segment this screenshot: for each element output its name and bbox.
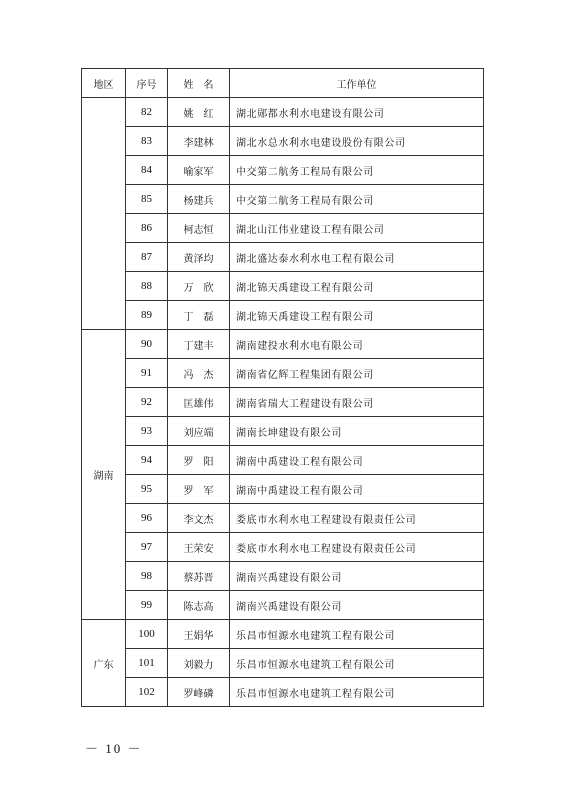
name-cell: 王娟华 xyxy=(168,620,230,649)
seq-cell: 102 xyxy=(126,678,168,707)
table-row xyxy=(82,620,484,649)
seq-cell: 100 xyxy=(126,620,168,649)
name-cell: 匡雄伟 xyxy=(168,388,230,417)
name-cell: 丁建丰 xyxy=(168,330,230,359)
seq-cell: 92 xyxy=(126,388,168,417)
personnel-table xyxy=(81,68,484,707)
unit-cell: 湖北水总水利水电建设股份有限公司 xyxy=(230,127,484,156)
seq-cell: 91 xyxy=(126,359,168,388)
table-header-row xyxy=(82,69,484,98)
seq-cell: 93 xyxy=(126,417,168,446)
table-row xyxy=(82,98,484,127)
table-row xyxy=(82,562,484,591)
name-cell: 李文杰 xyxy=(168,504,230,533)
table-row xyxy=(82,185,484,214)
region-cell: 湖南 xyxy=(82,330,126,620)
table-row xyxy=(82,156,484,185)
table-row xyxy=(82,127,484,156)
name-cell: 李建林 xyxy=(168,127,230,156)
unit-cell: 乐昌市恒源水电建筑工程有限公司 xyxy=(230,649,484,678)
unit-cell: 湖南建投水利水电有限公司 xyxy=(230,330,484,359)
name-cell: 刘毅力 xyxy=(168,649,230,678)
region-cell: 广东 xyxy=(82,620,126,707)
table-row xyxy=(82,649,484,678)
seq-cell: 86 xyxy=(126,214,168,243)
table-row xyxy=(82,475,484,504)
unit-cell: 湖南长坤建设有限公司 xyxy=(230,417,484,446)
unit-cell: 湖北锦天禹建设工程有限公司 xyxy=(230,272,484,301)
name-cell: 蔡苏晋 xyxy=(168,562,230,591)
table-row xyxy=(82,417,484,446)
seq-cell: 83 xyxy=(126,127,168,156)
seq-cell: 85 xyxy=(126,185,168,214)
name-cell: 万 欣 xyxy=(168,272,230,301)
seq-cell: 95 xyxy=(126,475,168,504)
seq-cell: 90 xyxy=(126,330,168,359)
table-row xyxy=(82,446,484,475)
name-cell: 杨建兵 xyxy=(168,185,230,214)
table-row xyxy=(82,330,484,359)
name-cell: 罗 阳 xyxy=(168,446,230,475)
table-row xyxy=(82,678,484,707)
seq-cell: 99 xyxy=(126,591,168,620)
name-cell: 姚 红 xyxy=(168,98,230,127)
name-cell: 喻家军 xyxy=(168,156,230,185)
unit-cell: 湖南兴禹建设有限公司 xyxy=(230,562,484,591)
table-row xyxy=(82,214,484,243)
seq-cell: 94 xyxy=(126,446,168,475)
name-cell: 王荣安 xyxy=(168,533,230,562)
seq-cell: 88 xyxy=(126,272,168,301)
unit-cell: 湖南兴禹建设有限公司 xyxy=(230,591,484,620)
seq-cell: 82 xyxy=(126,98,168,127)
table-row xyxy=(82,243,484,272)
region-cell xyxy=(82,98,126,330)
name-cell: 黄泽均 xyxy=(168,243,230,272)
unit-cell: 湖北郧都水利水电建设有限公司 xyxy=(230,98,484,127)
seq-cell: 98 xyxy=(126,562,168,591)
unit-cell: 中交第二航务工程局有限公司 xyxy=(230,156,484,185)
page-number: － 10 － xyxy=(85,741,143,756)
table-row xyxy=(82,359,484,388)
unit-cell: 湖南省亿辉工程集团有限公司 xyxy=(230,359,484,388)
name-cell: 冯 杰 xyxy=(168,359,230,388)
unit-cell: 湖南中禹建设工程有限公司 xyxy=(230,446,484,475)
name-cell: 罗峰磷 xyxy=(168,678,230,707)
unit-cell: 乐昌市恒源水电建筑工程有限公司 xyxy=(230,678,484,707)
seq-cell: 97 xyxy=(126,533,168,562)
unit-cell: 乐昌市恒源水电建筑工程有限公司 xyxy=(230,620,484,649)
unit-cell: 湖北山江伟业建设工程有限公司 xyxy=(230,214,484,243)
name-cell: 刘应端 xyxy=(168,417,230,446)
seq-cell: 96 xyxy=(126,504,168,533)
table-body xyxy=(82,98,484,707)
seq-cell: 87 xyxy=(126,243,168,272)
table-row xyxy=(82,533,484,562)
unit-cell: 湖北盛达泰水利水电工程有限公司 xyxy=(230,243,484,272)
unit-cell: 娄底市水利水电工程建设有限责任公司 xyxy=(230,504,484,533)
table-row xyxy=(82,272,484,301)
name-cell: 陈志高 xyxy=(168,591,230,620)
table-row xyxy=(82,504,484,533)
table-row xyxy=(82,388,484,417)
unit-cell: 娄底市水利水电工程建设有限责任公司 xyxy=(230,533,484,562)
seq-cell: 89 xyxy=(126,301,168,330)
unit-cell: 中交第二航务工程局有限公司 xyxy=(230,185,484,214)
seq-cell: 84 xyxy=(126,156,168,185)
header-region: 地区 xyxy=(82,69,126,98)
header-unit: 工作单位 xyxy=(230,69,484,98)
table-row xyxy=(82,301,484,330)
unit-cell: 湖北锦天禹建设工程有限公司 xyxy=(230,301,484,330)
name-cell: 罗 军 xyxy=(168,475,230,504)
name-cell: 柯志恒 xyxy=(168,214,230,243)
table-row xyxy=(82,591,484,620)
unit-cell: 湖南中禹建设工程有限公司 xyxy=(230,475,484,504)
seq-cell: 101 xyxy=(126,649,168,678)
unit-cell: 湖南省瑞大工程建设有限公司 xyxy=(230,388,484,417)
name-cell: 丁 磊 xyxy=(168,301,230,330)
header-name: 姓 名 xyxy=(168,69,230,98)
header-seq: 序号 xyxy=(126,69,168,98)
